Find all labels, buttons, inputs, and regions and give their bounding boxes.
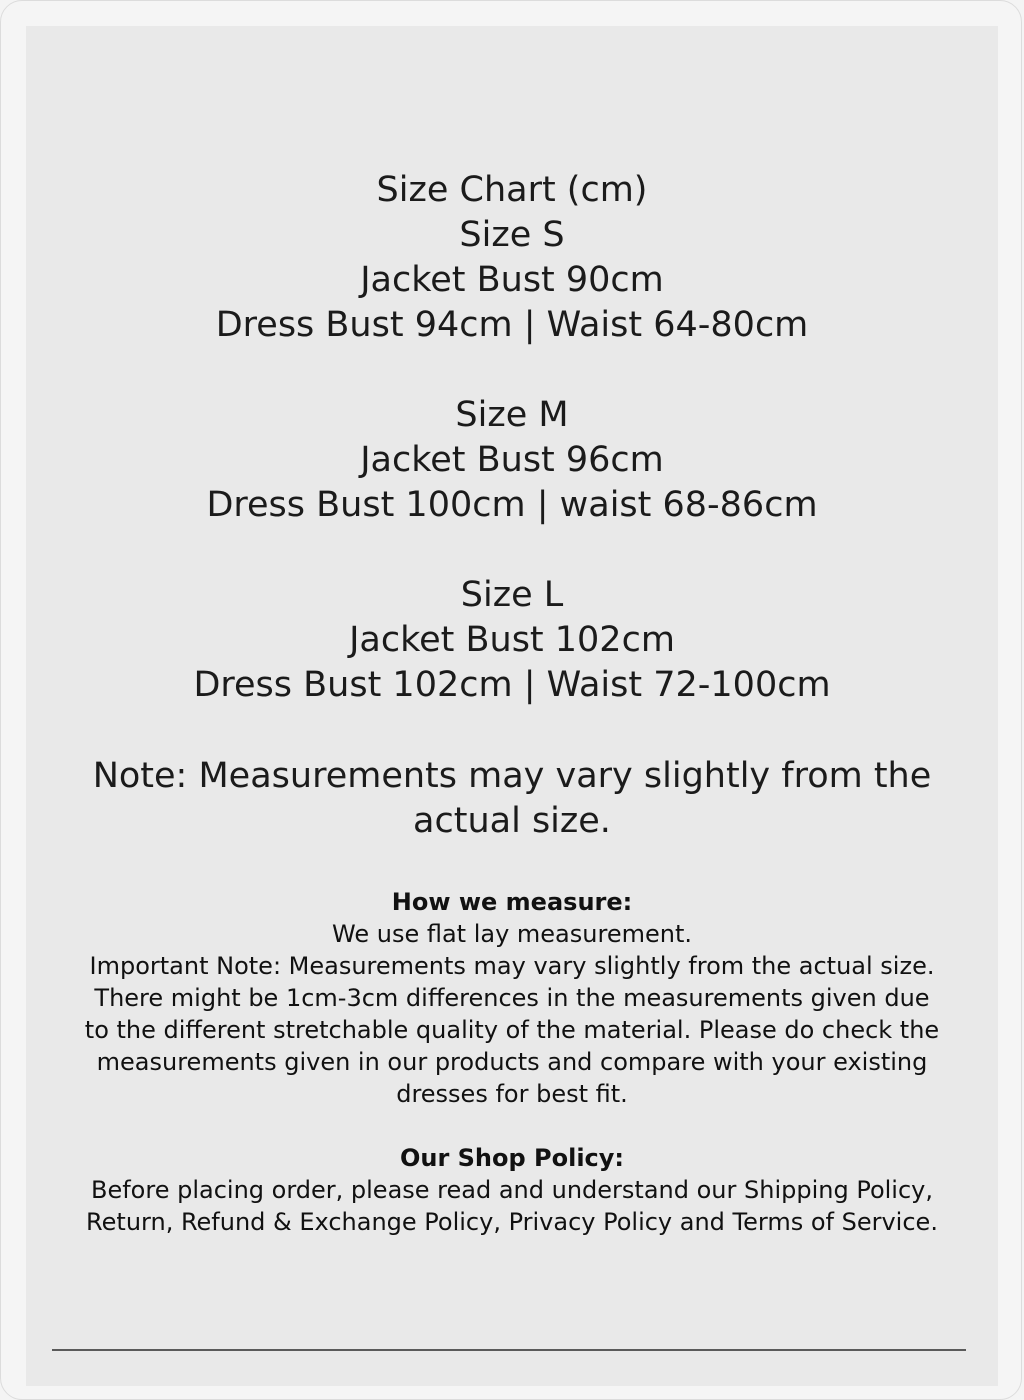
size-l-jacket-bust: Jacket Bust 102cm: [349, 620, 675, 660]
size-l-dress-measurements: Dress Bust 102cm | Waist 72-100cm: [193, 665, 831, 705]
size-s-dress-measurements: Dress Bust 94cm | Waist 64-80cm: [215, 305, 809, 345]
size-s-jacket-bust: Jacket Bust 90cm: [360, 260, 664, 300]
size-m-dress-measurements: Dress Bust 100cm | waist 68-86cm: [206, 485, 818, 525]
size-chart: [0, 168, 1024, 708]
size-m-jacket-bust: Jacket Bust 96cm: [360, 440, 664, 480]
section-gap: [0, 528, 1024, 573]
bottom-divider: [52, 1349, 966, 1351]
details-section: [80, 886, 944, 1238]
shop-policy-heading: Our Shop Policy:: [399, 1144, 625, 1172]
measurement-note: Note: Measurements may vary slightly from the actual size.: [92, 756, 932, 841]
size-s-label: Size S: [459, 215, 565, 255]
size-l-label: Size L: [460, 575, 564, 615]
shop-policy-text: Before placing order, please read and understand our Shipping Policy, Return, Refund & Exchange Policy, Privacy Policy and Terms of Service.: [86, 1176, 938, 1236]
section-gap: [0, 348, 1024, 393]
size-chart-title: Size Chart (cm): [376, 170, 648, 210]
size-m-label: Size M: [455, 395, 569, 435]
flat-lay-text: We use flat lay measurement.: [332, 920, 692, 948]
how-we-measure-heading: How we measure:: [391, 888, 633, 916]
important-note-text: Important Note: Measurements may vary slightly from the actual size. There might be 1cm-3cm differences in the measurements given due to the different stretchable quality of the material. Please do check the measurements given in our products and compare with your existing dresses for best fit.: [84, 952, 940, 1108]
section-gap: [80, 1110, 944, 1142]
